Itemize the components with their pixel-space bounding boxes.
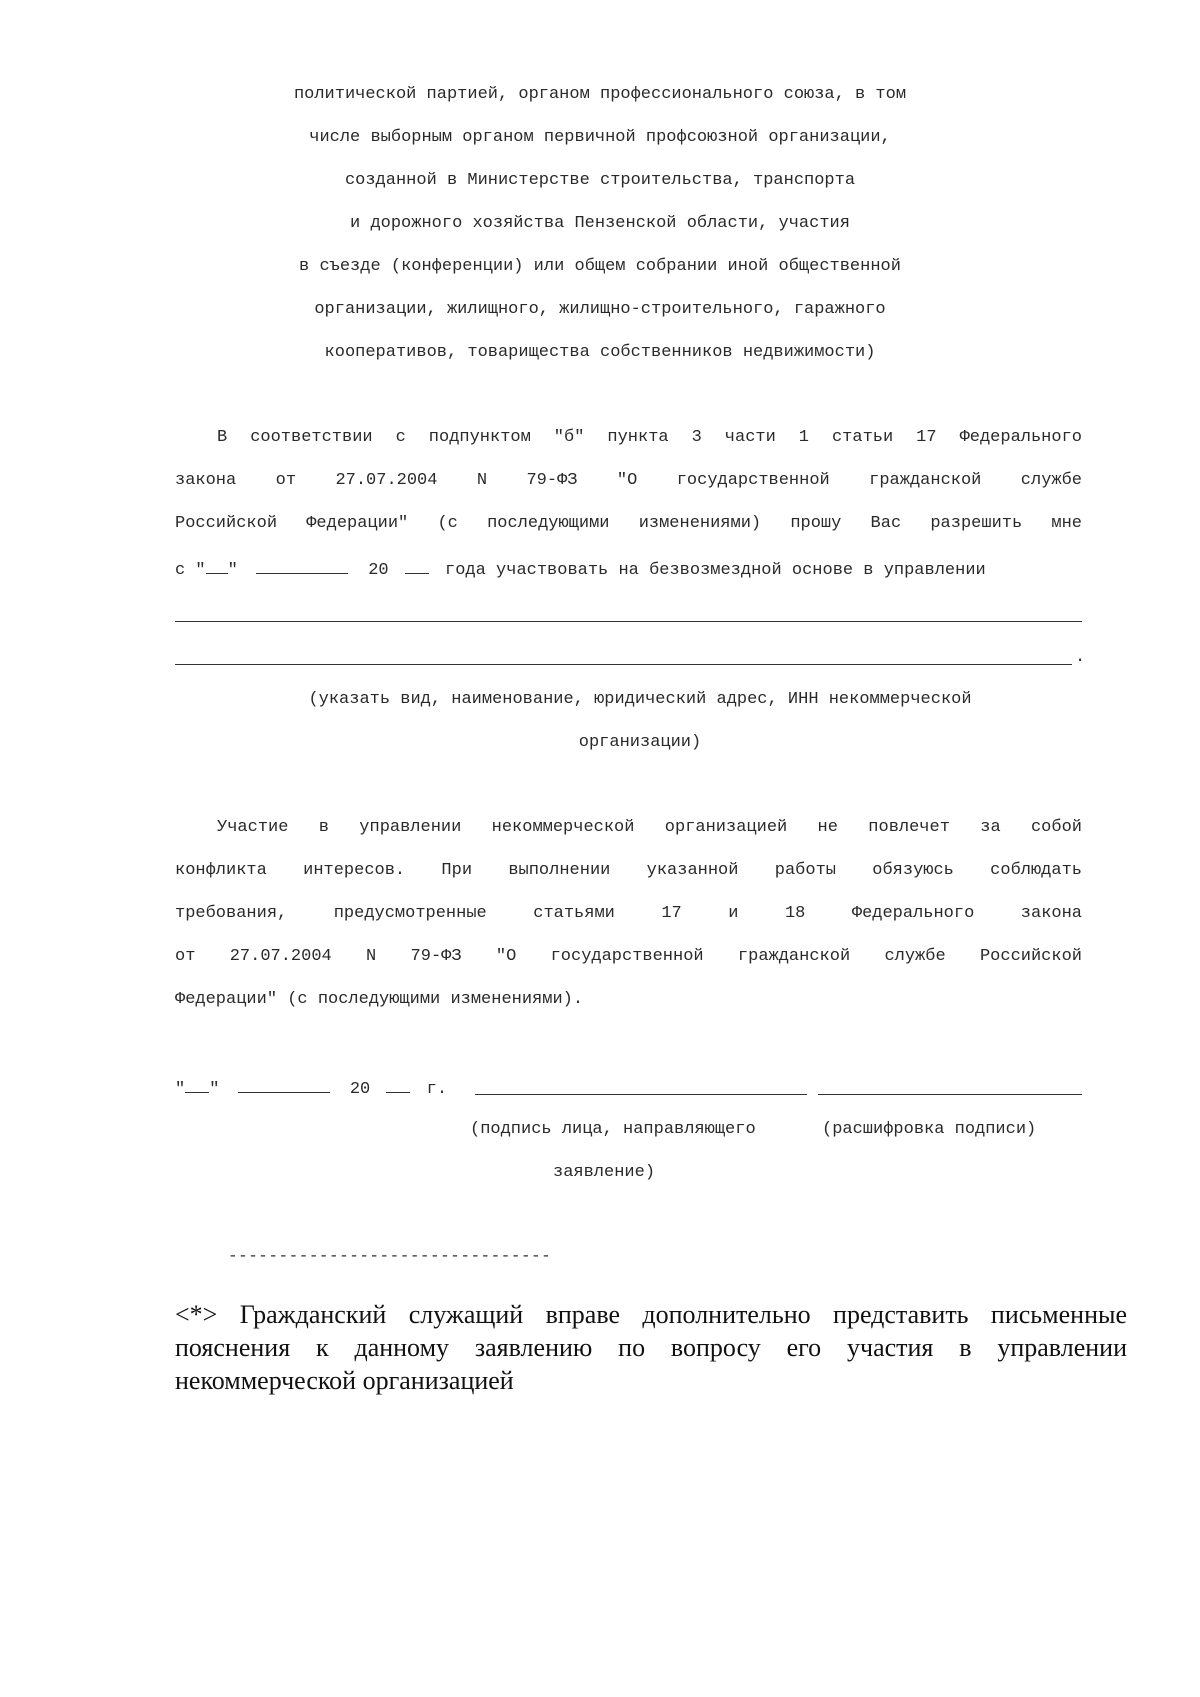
heading-line-4: и дорожного хозяйства Пензенской области, участия	[350, 214, 850, 233]
day-blank[interactable]	[206, 557, 228, 574]
sign-year-suffix: г.	[426, 1080, 448, 1099]
year-blank[interactable]	[405, 557, 429, 574]
field-end-dot: .	[1075, 648, 1086, 667]
heading-line-2: числе выборным органом первичной профсоюзной организации,	[309, 128, 891, 147]
obligation-line-2: конфликта интересов. При выполнении указанной работы обязуюсь соблюдать	[175, 861, 1082, 880]
signature-caption-2: заявление)	[553, 1163, 656, 1182]
heading-line-5: в съезде (конференции) или общем собрании иной общественной	[299, 257, 901, 276]
sign-year-prefix: 20	[349, 1080, 371, 1099]
organization-hint-line-2: организации)	[578, 733, 702, 752]
heading-line-3: созданной в Министерстве строительства, транспорта	[344, 171, 856, 190]
request-line-1: В соответствии с подпунктом "б" пункта 3 части 1 статьи 17 Федерального	[217, 428, 1082, 447]
heading-line-7: кооперативов, товарищества собственников недвижимости)	[324, 343, 876, 362]
obligation-line-5: Федерации" (с последующими изменениями).	[175, 990, 584, 1009]
heading-line-1: политической партией, органом профессионального союза, в том	[293, 85, 907, 104]
footnote-text: <*> Гражданский служащий вправе дополнительно представить письменные пояснения к данному заявлению по вопросу его участия в управлении некоммерческой организацией	[175, 1300, 1127, 1395]
obligation-line-1: Участие в управлении некоммерческой организацией не повлечет за собой	[217, 818, 1082, 837]
heading-line-6: организации, жилищного, жилищно-строительного, гаражного	[314, 300, 886, 319]
sign-month-blank[interactable]	[238, 1076, 330, 1093]
organization-hint-line-1: (указать вид, наименование, юридический адрес, ИНН некоммерческой	[308, 690, 972, 709]
date-quote-close: "	[227, 561, 238, 580]
request-line-2: закона от 27.07.2004 N 79-ФЗ "О государственной гражданской службе	[175, 471, 1082, 490]
obligation-line-3: требования, предусмотренные статьями 17 и 18 Федерального закона	[175, 904, 1082, 923]
date-prefix: с "	[175, 561, 206, 580]
obligation-line-4: от 27.07.2004 N 79-ФЗ "О государственной гражданской службе Российской	[175, 947, 1082, 966]
sign-day-blank[interactable]	[185, 1076, 209, 1093]
organization-field-line-2[interactable]	[175, 664, 1072, 665]
signature-decode-field[interactable]	[818, 1094, 1082, 1095]
signature-field[interactable]	[475, 1094, 807, 1095]
organization-field-line-1[interactable]	[175, 621, 1082, 622]
request-date-line	[175, 557, 986, 581]
footnote-separator: --------------------------------	[228, 1247, 552, 1265]
signature-date-line	[175, 1076, 447, 1100]
sign-quote-open: "	[175, 1080, 186, 1099]
date-suffix: года участвовать на безвозмездной основе в управлении	[445, 561, 986, 580]
sign-year-blank[interactable]	[386, 1076, 410, 1093]
request-line-3: Российской Федерации" (с последующими изменениями) прошу Вас разрешить мне	[175, 514, 1082, 533]
signature-decode-caption: (расшифровка подписи)	[822, 1120, 1037, 1139]
month-blank[interactable]	[256, 557, 348, 574]
sign-quote-close: "	[209, 1080, 220, 1099]
signature-caption: (подпись лица, направляющего	[470, 1120, 756, 1139]
year-prefix: 20	[368, 561, 389, 580]
